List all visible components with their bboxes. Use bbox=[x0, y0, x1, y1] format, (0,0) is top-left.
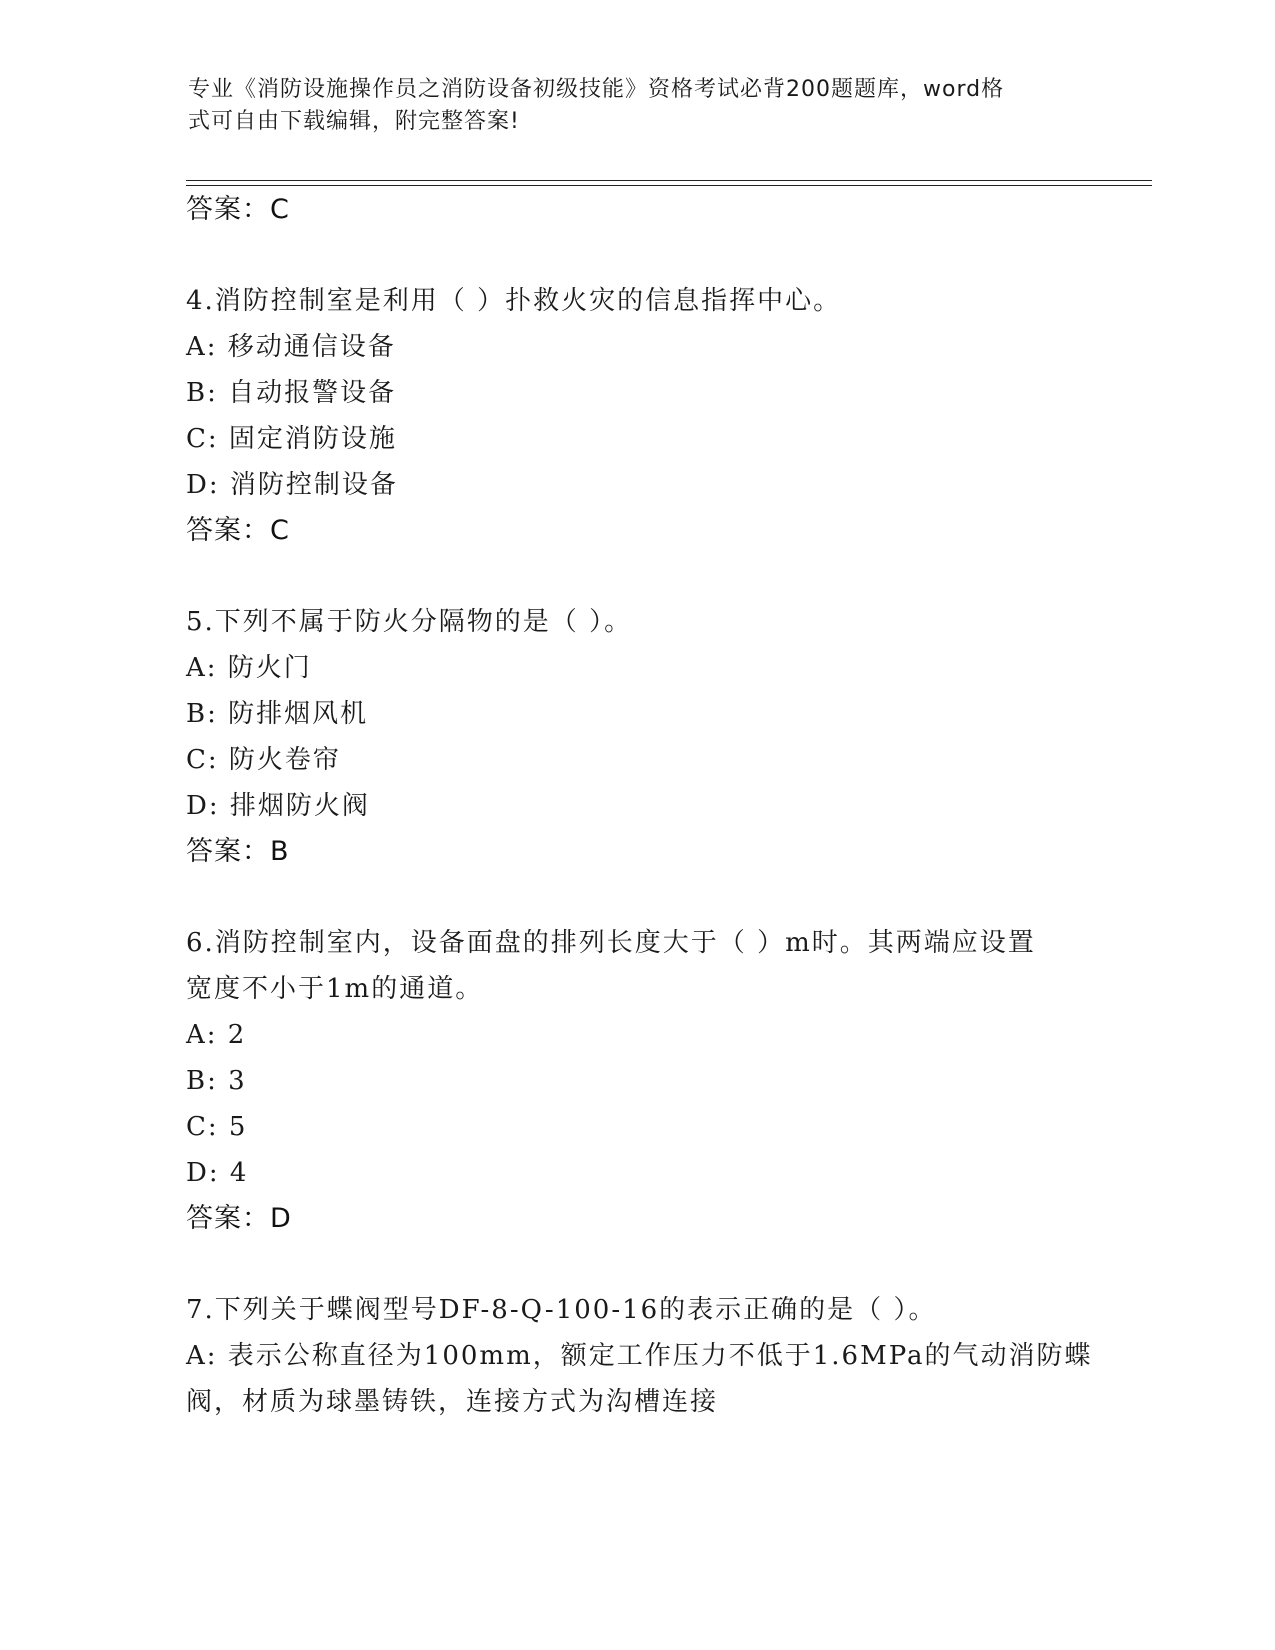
question-text: 5.下列不属于防火分隔物的是（ ）。 bbox=[186, 607, 633, 637]
option-a: A: 表示公称直径为100mm，额定工作压力不低于1.6MPa的气动消防蝶 bbox=[186, 1341, 1093, 1371]
spacer bbox=[186, 875, 1086, 920]
option-a: A: 2 bbox=[186, 1020, 247, 1050]
option-a: A: 移动通信设备 bbox=[186, 332, 396, 362]
question-block bbox=[186, 1287, 1093, 1425]
question-list bbox=[186, 187, 1093, 1425]
question-text: 4.消防控制室是利用（ ）扑救火灾的信息指挥中心。 bbox=[186, 286, 842, 316]
spacer bbox=[186, 1242, 1086, 1287]
option-c: C: 防火卷帘 bbox=[186, 745, 341, 775]
option-d: D: 消防控制设备 bbox=[186, 470, 398, 500]
spacer bbox=[186, 233, 1086, 278]
previous-answer: 答案：C bbox=[186, 194, 290, 225]
header-divider-bottom bbox=[186, 185, 1152, 186]
option-b: B: 自动报警设备 bbox=[186, 378, 397, 408]
question-text: 7.下列关于蝶阀型号DF-8-Q-100-16的表示正确的是（ ）。 bbox=[186, 1295, 937, 1325]
header-title-line-1: 专业《消防设施操作员之消防设备初级技能》资格考试必背200题题库，word格 bbox=[188, 77, 1005, 102]
option-d: D: 排烟防火阀 bbox=[186, 791, 370, 821]
option-a-continued: 阀，材质为球墨铸铁，连接方式为沟槽连接 bbox=[186, 1387, 719, 1417]
header-divider-top bbox=[186, 180, 1152, 181]
question-block bbox=[186, 599, 1086, 875]
header-title-line-2: 式可自由下载编辑，附完整答案! bbox=[188, 109, 520, 134]
document-header bbox=[188, 74, 1068, 138]
option-a: A: 防火门 bbox=[186, 653, 312, 683]
option-c: C: 5 bbox=[186, 1112, 248, 1142]
option-b: B: 防排烟风机 bbox=[186, 699, 369, 729]
spacer bbox=[186, 554, 1086, 599]
answer-text: 答案：D bbox=[186, 1203, 292, 1234]
question-block bbox=[186, 278, 1086, 554]
option-b: B: 3 bbox=[186, 1066, 247, 1096]
option-d: D: 4 bbox=[186, 1158, 249, 1188]
question-block bbox=[186, 920, 1086, 1242]
answer-text: 答案：C bbox=[186, 515, 290, 546]
option-c: C: 固定消防设施 bbox=[186, 424, 397, 454]
answer-text: 答案：B bbox=[186, 836, 290, 867]
question-text-continued: 宽度不小于1m的通道。 bbox=[186, 974, 484, 1004]
question-text: 6.消防控制室内，设备面盘的排列长度大于（ ）m时。其两端应设置 bbox=[186, 928, 1036, 958]
